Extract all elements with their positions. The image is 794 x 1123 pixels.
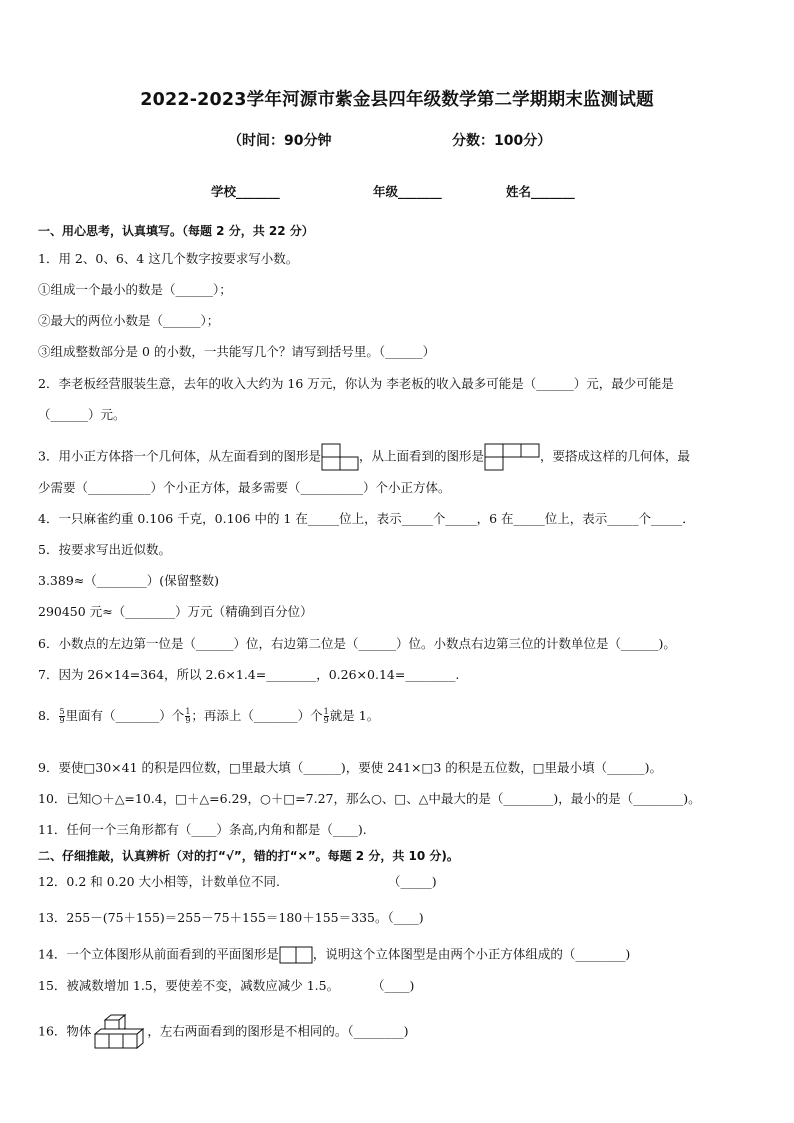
section-2-heading: 二、仔细推敲，认真辨析（对的打“√”，错的打“×”。每题 2 分，共 10 分)。	[38, 849, 459, 863]
q4-text: 4．一只麻雀约重 0.106 千克，0.106 中的 1 在_____位上，表示_____个_____，6 在_____位上，表示_____个_____．	[38, 511, 695, 526]
q10-text: 10．已知○＋△=10.4，□＋△=6.29，○＋□=7.27，那么○、□、△中最大的是（________)，最小的是（________)。	[38, 791, 701, 806]
page-title: 2022-2023学年河源市紫金县四年级数学第二学期期末监测试题	[140, 90, 654, 110]
q15-text: 15．被减数增加 1.5，要使差不变，减数应减少 1.5。	[38, 978, 340, 993]
fraction-1-9-b: $\frac{1}{9}$	[323, 707, 329, 725]
exam-time: （时间：90分钟	[228, 133, 332, 149]
q9-text: 9．要使□30×41 的积是四位数，□里最大填（______)，要使 241×□3 的积是五位数，□里最小填（______)。	[38, 760, 662, 775]
q1-stem: 1．用 2、0、6、4 这几个数字按要求写小数。	[38, 251, 299, 266]
q16-line	[38, 1014, 409, 1050]
q3-line1	[38, 443, 690, 471]
name-field: 姓名_______	[506, 184, 575, 199]
q14-part1: 14．一个立体图形从前面看到的平面图形是	[38, 946, 279, 962]
top-view-figure	[484, 443, 540, 471]
front-view-figure	[279, 946, 313, 964]
q6-text: 6．小数点的左边第一位是（______）位，右边第二位是（______）位。小数点右边第三位的计数单位是（______)。	[38, 636, 676, 651]
q13-text: 13．255－(75＋155)＝255－75＋155＝180＋155＝335。（____)	[38, 910, 424, 925]
q8-part2: 里面有（_______）个	[65, 708, 185, 723]
q5-a: 3.389≈（________）(保留整数)	[38, 573, 220, 588]
section-1-heading: 一、用心思考，认真填写。（每题 2 分，共 22 分）	[38, 224, 314, 238]
q12-text: 12．0.2 和 0.20 大小相等，计数单位不同.	[38, 874, 281, 889]
q7-text: 7．因为 26×14=364，所以 2.6×1.4=________，0.26×0.14=________.	[38, 667, 460, 682]
q2-line1: 2．李老板经营服装生意，去年的收入大约为 16 万元，你认为 李老板的收入最多可能是（______）元，最少可能是	[38, 376, 674, 391]
left-view-figure	[321, 443, 359, 471]
q1-c: ③组成整数部分是 0 的小数，一共能写几个？请写到括号里。（______）	[38, 344, 436, 359]
q3-line2: 少需要（__________）个小正方体，最多需要（__________）个小正方体。	[38, 480, 451, 495]
q14-line	[38, 946, 630, 964]
q8-part1: 8．	[38, 708, 59, 723]
q1-a: ①组成一个最小的数是（______）；	[38, 282, 232, 297]
grade-field: 年级_______	[373, 184, 442, 199]
q15-blank: （____)	[372, 978, 415, 993]
fraction-5-9: $\frac{5}{9}$	[59, 707, 65, 725]
q11-text: 11．任何一个三角形都有（____）条高,内角和都是（____).	[38, 822, 367, 837]
q3-part1: 3．用小正方体搭一个几何体，从左面看到的图形是	[38, 448, 321, 464]
q1-b: ②最大的两位小数是（______）；	[38, 313, 220, 328]
q16-part2: ，左右两面看到的图形是不相同的。（________)	[147, 1023, 409, 1039]
q3-part3: ，要搭成这样的几何体，最	[539, 448, 690, 464]
school-field: 学校_______	[211, 184, 280, 199]
q5-stem: 5．按要求写出近似数。	[38, 542, 171, 557]
cube-stack-figure	[91, 1014, 147, 1050]
q5-b: 290450 元≈（________）万元（精确到百分位）	[38, 604, 313, 619]
exam-score: 分数：100分）	[452, 133, 552, 149]
q3-part2: ，从上面看到的图形是	[358, 448, 484, 464]
q14-part2: ，说明这个立体图型是由两个小正方体组成的（________)	[312, 946, 631, 962]
q8-part4: 就是 1。	[329, 708, 380, 723]
q8-part3: ；再添上（_______）个	[191, 708, 323, 723]
q2-line2: （______）元。	[38, 407, 126, 422]
q8-line	[38, 708, 379, 725]
fraction-1-9-a: $\frac{1}{9}$	[185, 707, 191, 725]
q16-part1: 16．物体	[38, 1023, 92, 1039]
q12-blank: （_____)	[388, 874, 437, 889]
